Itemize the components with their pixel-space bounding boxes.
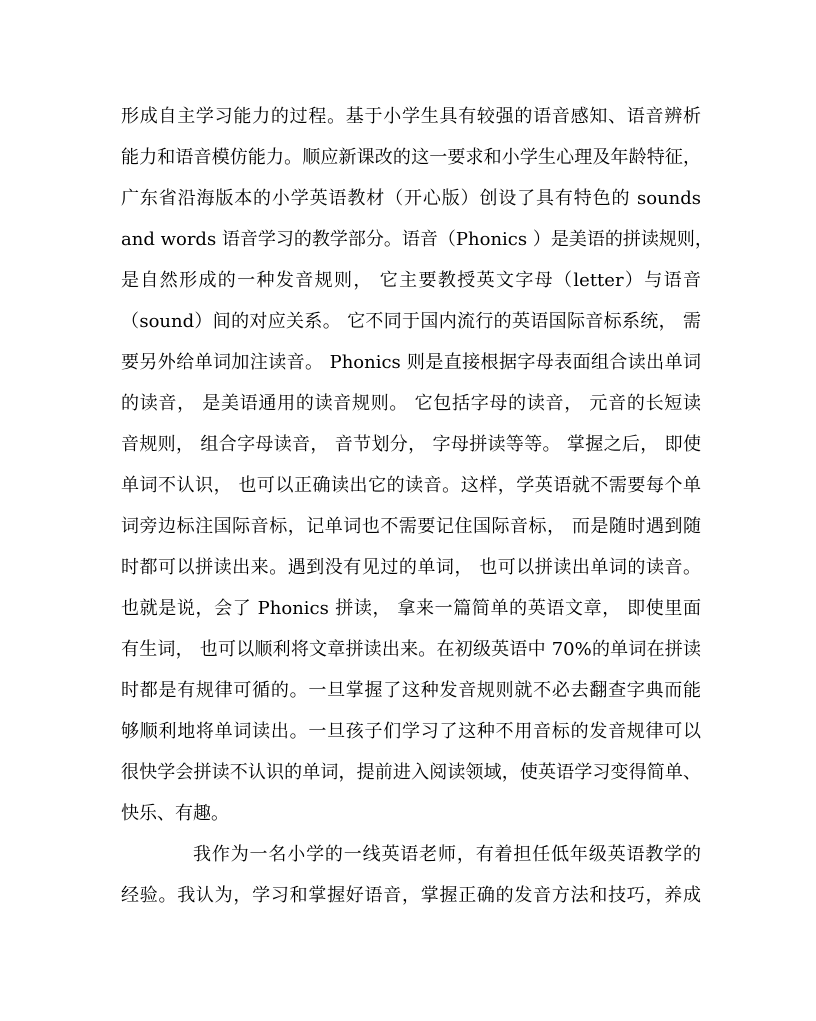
text-line: 单词不认识， 也可以正确读出它的读音。这样，学英语就不需要每个单 bbox=[121, 475, 701, 496]
text-line: 的读音， 是美语通用的读音规则。 它包括字母的读音， 元音的长短读 bbox=[121, 393, 701, 414]
text-line: 够顺利地将单词读出。一旦孩子们学习了这种不用音标的发音规律可以 bbox=[121, 721, 701, 742]
text-line: （sound）间的对应关系。 它不同于国内流行的英语国际音标系统， 需 bbox=[121, 311, 701, 332]
paragraph-phonics-intro bbox=[121, 103, 713, 841]
text-line: 经验。我认为，学习和掌握好语音，掌握正确的发音方法和技巧，养成 bbox=[121, 885, 701, 906]
text-line: 也就是说，会了 Phonics 拼读， 拿来一篇简单的英语文章， 即使里面 bbox=[121, 598, 701, 619]
text-line: 音规则， 组合字母读音， 音节划分， 字母拼读等等。 掌握之后， 即使 bbox=[121, 434, 701, 455]
paragraph-teacher-experience bbox=[121, 841, 701, 923]
text-line: 我作为一名小学的一线英语老师，有着担任低年级英语教学的 bbox=[193, 844, 701, 865]
text-line: and words 语音学习的教学部分。语音（Phonics ）是美语的拼读规则， bbox=[121, 229, 713, 250]
text-line: 很快学会拼读不认识的单词，提前进入阅读领域，使英语学习变得简单、 bbox=[121, 762, 701, 783]
text-line: 广东省沿海版本的小学英语教材（开心版）创设了具有特色的 sounds bbox=[121, 188, 701, 209]
document-body bbox=[121, 103, 713, 923]
text-line: 时都可以拼读出来。遇到没有见过的单词， 也可以拼读出单词的读音。 bbox=[121, 557, 701, 578]
text-line: 词旁边标注国际音标，记单词也不需要记住国际音标， 而是随时遇到随 bbox=[121, 516, 701, 537]
text-line: 是自然形成的一种发音规则， 它主要教授英文字母（letter）与语音 bbox=[121, 270, 701, 291]
text-line: 时都是有规律可循的。一旦掌握了这种发音规则就不必去翻查字典而能 bbox=[121, 680, 701, 701]
text-line: 有生词， 也可以顺利将文章拼读出来。在初级英语中 70%的单词在拼读 bbox=[121, 639, 701, 660]
text-line: 形成自主学习能力的过程。基于小学生具有较强的语音感知、语音辨析 bbox=[121, 106, 701, 127]
text-line: 要另外给单词加注读音。 Phonics 则是直接根据字母表面组合读出单词 bbox=[121, 352, 701, 373]
text-line: 能力和语音模仿能力。顺应新课改的这一要求和小学生心理及年龄特征， bbox=[121, 147, 701, 168]
text-line: 快乐、有趣。 bbox=[121, 803, 229, 824]
